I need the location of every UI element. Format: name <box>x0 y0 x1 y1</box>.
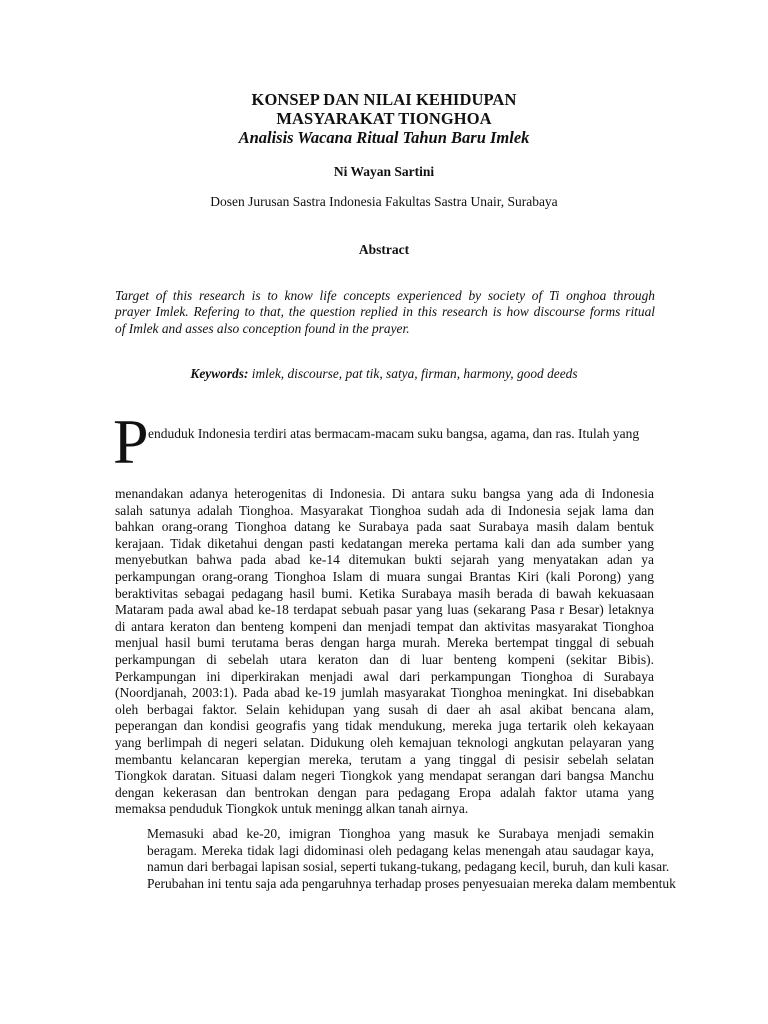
author-affiliation: Dosen Jurusan Sastra Indonesia Fakultas Sastra Unair, Surabaya <box>210 194 558 209</box>
abstract-heading: Abstract <box>358 242 410 257</box>
body-paragraph-2 <box>115 826 676 892</box>
keywords-text: imlek, discourse, pat tik, satya, firman, harmony, good deeds <box>251 366 578 381</box>
body-line: Memasuki abad ke-20, imigran Tionghoa yang masuk ke Surabaya menjadi semakin <box>147 826 654 841</box>
body-line: peperangan dan kondisi geografis yang tidak mendukung, mereka juga tertarik oleh kekayaan <box>115 718 654 734</box>
abstract-line: of Imlek and asses also conception found in the prayer. <box>115 320 410 336</box>
body-line: Perubahan ini tentu saja ada pengaruhnya terhadap proses penyesuaian mereka dalam membentuk <box>147 875 676 891</box>
body-line: menyebutkan bahwa pada abad ke-14 ditemukan bukti sejarah yang menyatakan adan ya <box>115 552 654 568</box>
body-line: (Noordjanah, 2003:1). Pada abad ke-19 jumlah masyarakat Tionghoa meningkat. Ini disebabkan <box>115 685 654 701</box>
abstract-line: Target of this research is to know life concepts experienced by society of Ti onghoa through <box>115 288 655 303</box>
body-line: beragam. Mereka tidak lagi didominasi oleh pedagang kelas menengah atau saudagar kaya, <box>147 842 654 858</box>
keywords-label: Keywords: <box>190 366 249 381</box>
body-line: oleh berbagai faktor. Selain kehidupan yang susah di daer ah asal akibat bencana alam, <box>115 701 654 717</box>
body-paragraph-1 <box>115 486 654 818</box>
body-line: menjual hasil bumi terutama beras dengan harga murah. Mereka bertempat tinggal di sebuah <box>115 635 654 651</box>
body-first-line: enduduk Indonesia terdiri atas bermacam-macam suku bangsa, agama, dan ras. Itulah yang <box>148 426 640 441</box>
body-line: kerajaan. Tidak diketahui dengan pasti kedatangan mereka pertama kali dan ada sumber yang <box>115 535 654 551</box>
body-line: perkampungan di sebelah utara keraton dan di luar benteng kompeni (sekitar Bibis). <box>115 651 654 667</box>
body-line: salah satunya adalah Tionghoa. Masyarakat Tionghoa sudah ada di Indonesia sejak lama dan <box>115 502 654 518</box>
body-line: Perkampungan ini diperkirakan menjadi awal dari perkampungan Tionghoa di Surabaya <box>115 668 654 684</box>
title-block <box>0 90 768 147</box>
body-line: membantu kelancaran kepergian mereka, terutam a yang tinggal di pesisir sebelah selatan <box>115 751 654 767</box>
body-line: Tiongkok daratan. Situasi dalam negeri Tiongkok yang mendapat serangan dari bangsa Manchu <box>115 768 654 784</box>
keywords <box>0 366 768 382</box>
body-line: bahkan orang-orang Tionghoa datang ke Surabaya pada saat Surabaya masih dalam bentuk <box>115 519 654 535</box>
drop-cap: P <box>113 406 149 477</box>
body-line: di antara keraton dan benteng kompeni dan menjadi tempat dan aktivitas masyarakat Tionghoa <box>115 618 654 634</box>
body-line: dengan kekerasan dan bentrokan dengan para pedagang Eropa adalah faktor utama yang <box>115 784 654 800</box>
body-line: Mataram pada awal abad ke-18 terdapat sebuah pasar yang luas (sekarang Pasa r Besar) letaknya <box>115 602 654 618</box>
body-line: yang berlimpah di negeri selatan. Didukung oleh kemajuan teknologi angkutan pelayaran yang <box>115 734 654 750</box>
body-line: memaksa penduduk Tiongkok untuk meningg alkan tanah airnya. <box>115 801 469 817</box>
title-line-1: KONSEP DAN NILAI KEHIDUPAN <box>251 90 517 109</box>
body-line: perkampungan orang-orang Tionghoa Islam di muara sungai Brantas Kiri (kali Porong) yang <box>115 568 654 584</box>
abstract-line: prayer Imlek. Refering to that, the question replied in this research is how discourse forms ritual <box>115 304 655 320</box>
abstract-text <box>115 288 655 337</box>
body-line: beraktivitas sebagai pedagang hasil bumi. Ketika Surabaya masih berada di bawah kekuasaan <box>115 585 654 601</box>
body-line: menandakan adanya heterogenitas di Indonesia. Di antara suku bangsa yang ada di Indonesia <box>115 486 654 501</box>
body-line: namun dari berbagai lapisan sosial, seperti tukang-tukang, pedagang kecil, buruh, dan kuli kasar. <box>147 859 670 875</box>
title-line-2: MASYARAKAT TIONGHOA <box>276 109 492 128</box>
author-name: Ni Wayan Sartini <box>333 164 435 179</box>
subtitle: Analisis Wacana Ritual Tahun Baru Imlek <box>238 128 530 147</box>
